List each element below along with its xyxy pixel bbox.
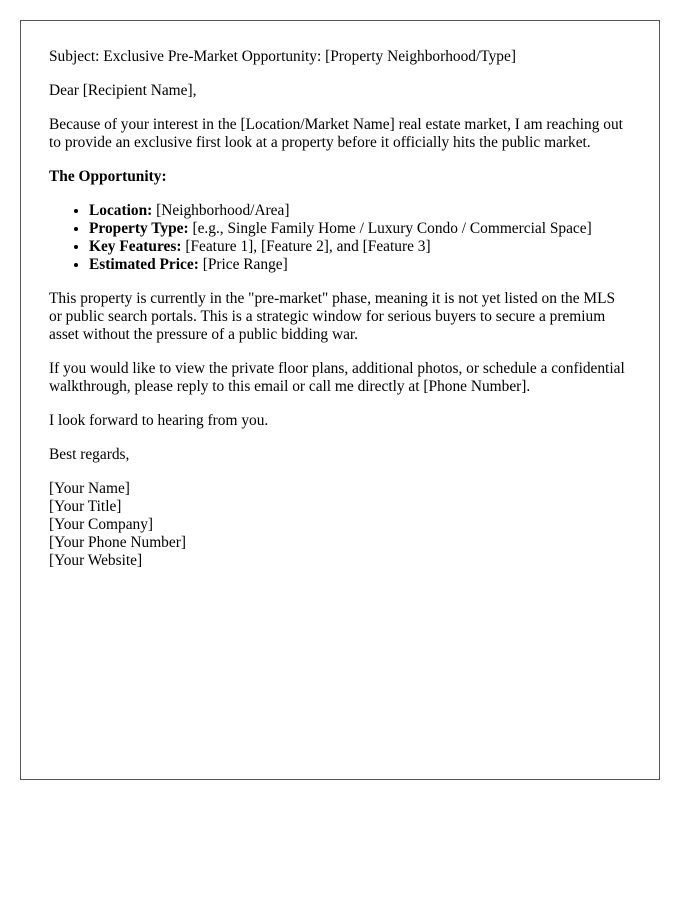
- feature-value: [e.g., Single Family Home / Luxury Condo / Commercial Space]: [188, 220, 592, 237]
- feature-value: [Price Range]: [198, 256, 288, 273]
- features-list: [49, 202, 631, 274]
- opportunity-heading: The Opportunity:: [49, 168, 167, 185]
- feature-label: Key Features:: [89, 238, 182, 255]
- feature-item-key-features: [89, 238, 631, 256]
- signature-company: [Your Company]: [49, 516, 154, 533]
- email-greeting: Dear [Recipient Name],: [49, 82, 197, 99]
- email-subject: Subject: Exclusive Pre-Market Opportunity: [Property Neighborhood/Type]: [49, 48, 516, 65]
- sign-off: Best regards,: [49, 446, 130, 463]
- intro-paragraph: Because of your interest in the [Location/Market Name] real estate market, I am reaching out to provide an exclusive first look at a property before it officially hits the public market.: [49, 116, 623, 151]
- closing-line: I look forward to hearing from you.: [49, 412, 269, 429]
- feature-item-location: [89, 202, 631, 220]
- feature-value: [Feature 1], [Feature 2], and [Feature 3]: [181, 238, 431, 255]
- letter-page: [20, 20, 660, 780]
- signature-title: [Your Title]: [49, 498, 122, 515]
- feature-label: Estimated Price:: [89, 256, 199, 273]
- signature-name: [Your Name]: [49, 480, 130, 497]
- feature-label: Property Type:: [89, 220, 189, 237]
- feature-item-property-type: [89, 220, 631, 238]
- pre-market-paragraph: This property is currently in the "pre-market" phase, meaning it is not yet listed on the MLS or public search portals. This is a strategic window for serious buyers to secure a premium asset without the pressure of a public bidding war.: [49, 290, 616, 343]
- signature-website: [Your Website]: [49, 552, 143, 569]
- signature-block: [49, 480, 631, 570]
- call-to-action-paragraph: If you would like to view the private floor plans, additional photos, or schedule a confidential walkthrough, please reply to this email or call me directly at [Phone Number].: [49, 360, 625, 395]
- feature-value: [Neighborhood/Area]: [152, 202, 290, 219]
- signature-phone: [Your Phone Number]: [49, 534, 186, 551]
- feature-label: Location:: [89, 202, 153, 219]
- feature-item-estimated-price: [89, 256, 631, 274]
